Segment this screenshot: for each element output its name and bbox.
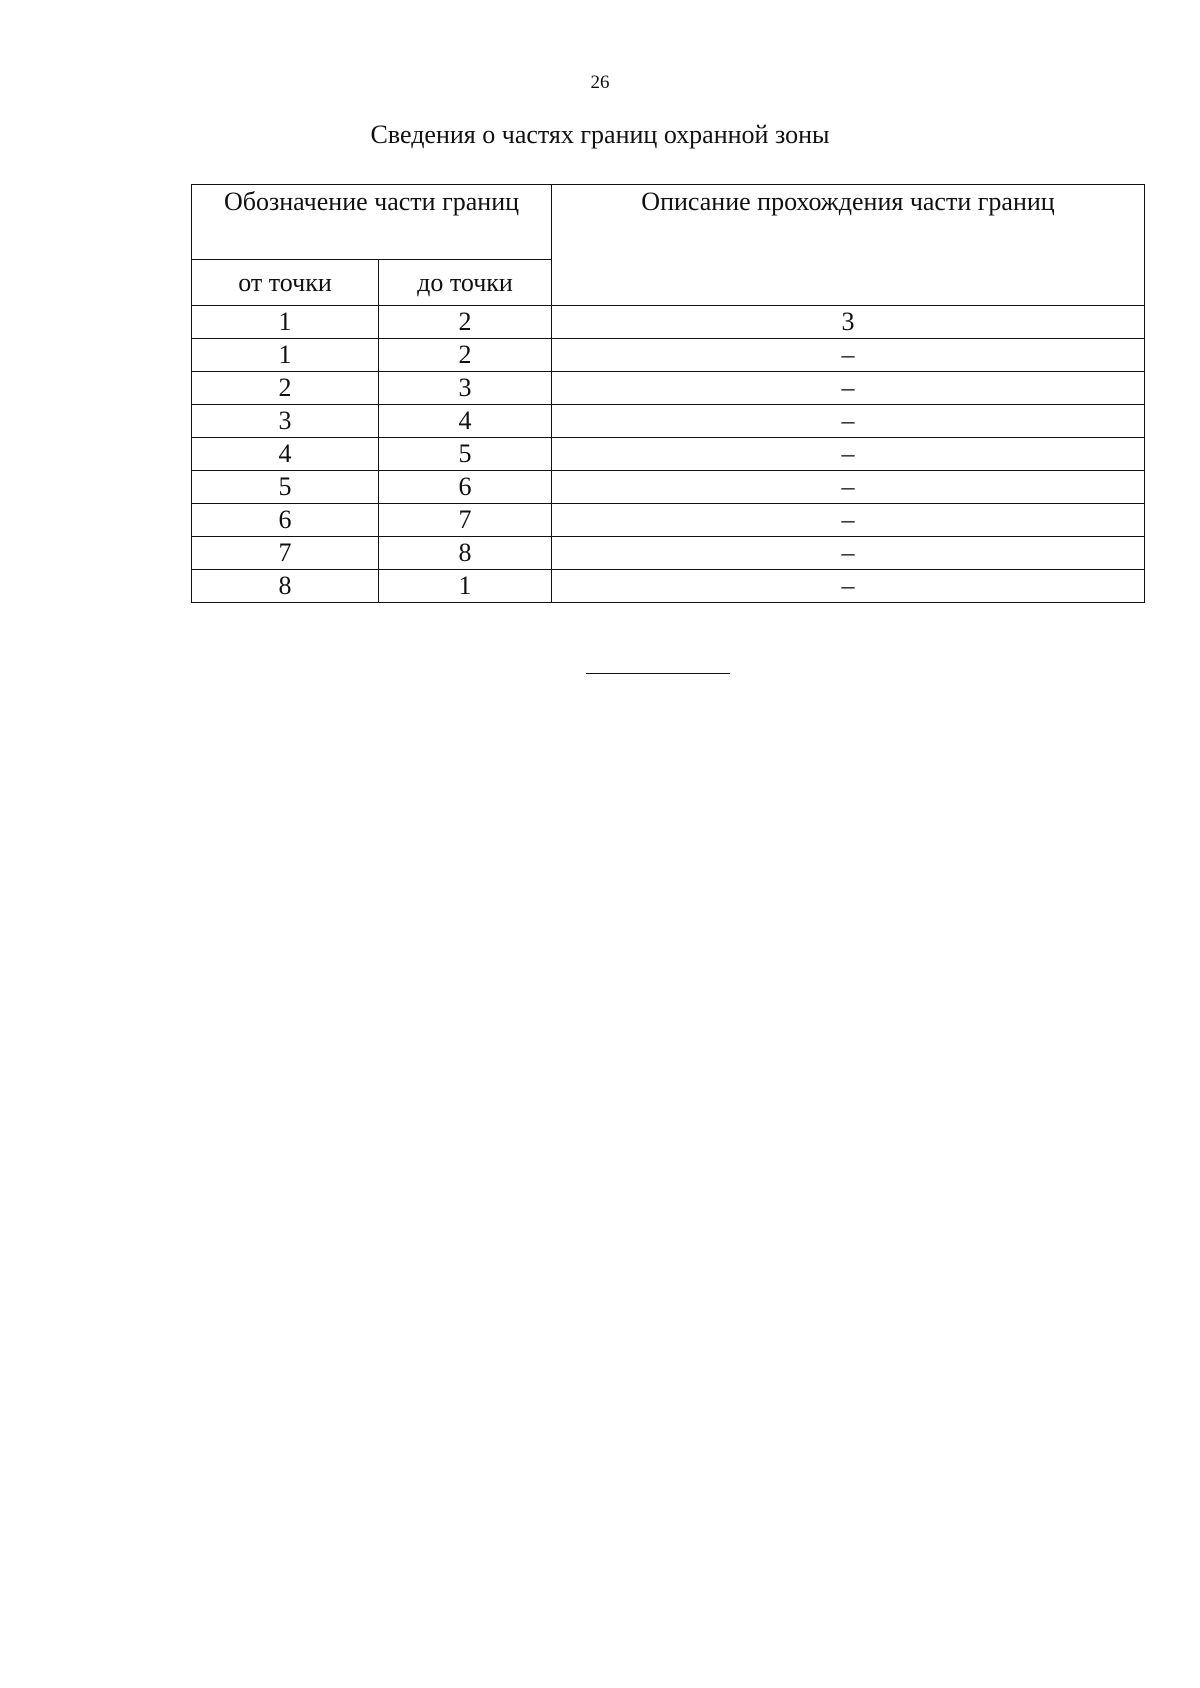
- description-cell: –: [552, 372, 1145, 405]
- from-point-cell: 6: [192, 504, 379, 537]
- from-point-cell: 5: [192, 471, 379, 504]
- end-divider-line: [586, 673, 730, 674]
- designation-header: Обозначение части границ: [192, 185, 552, 260]
- description-cell: –: [552, 339, 1145, 372]
- column-number-row: [192, 306, 1145, 339]
- from-point-cell: 3: [192, 405, 379, 438]
- description-cell: –: [552, 570, 1145, 603]
- from-point-cell: 8: [192, 570, 379, 603]
- description-cell: –: [552, 438, 1145, 471]
- table-row: [192, 438, 1145, 471]
- table-row: [192, 471, 1145, 504]
- from-point-cell: 7: [192, 537, 379, 570]
- table-header-row: [192, 185, 1145, 260]
- description-cell: –: [552, 471, 1145, 504]
- to-point-cell: 3: [379, 372, 552, 405]
- to-point-cell: 5: [379, 438, 552, 471]
- to-point-cell: 7: [379, 504, 552, 537]
- table-row: [192, 570, 1145, 603]
- description-cell: –: [552, 537, 1145, 570]
- table-row: [192, 405, 1145, 438]
- from-point-cell: 1: [192, 339, 379, 372]
- description-header: Описание прохождения части границ: [552, 185, 1145, 306]
- from-point-cell: 4: [192, 438, 379, 471]
- page-title: Сведения о частях границ охранной зоны: [370, 120, 830, 149]
- table-row: [192, 537, 1145, 570]
- description-cell: –: [552, 405, 1145, 438]
- page-number: 26: [590, 72, 610, 93]
- from-point-header: от точки: [192, 260, 379, 306]
- to-point-cell: 2: [379, 339, 552, 372]
- column-number-cell: 2: [379, 306, 552, 339]
- table-row: [192, 372, 1145, 405]
- table-body: [192, 185, 1145, 603]
- to-point-cell: 6: [379, 471, 552, 504]
- to-point-cell: 1: [379, 570, 552, 603]
- to-point-cell: 4: [379, 405, 552, 438]
- table-row: [192, 504, 1145, 537]
- to-point-cell: 8: [379, 537, 552, 570]
- description-cell: –: [552, 504, 1145, 537]
- from-point-cell: 2: [192, 372, 379, 405]
- boundary-parts-table: [191, 184, 1145, 603]
- column-number-cell: 1: [192, 306, 379, 339]
- to-point-header: до точки: [379, 260, 552, 306]
- table-row: [192, 339, 1145, 372]
- column-number-cell: 3: [552, 306, 1145, 339]
